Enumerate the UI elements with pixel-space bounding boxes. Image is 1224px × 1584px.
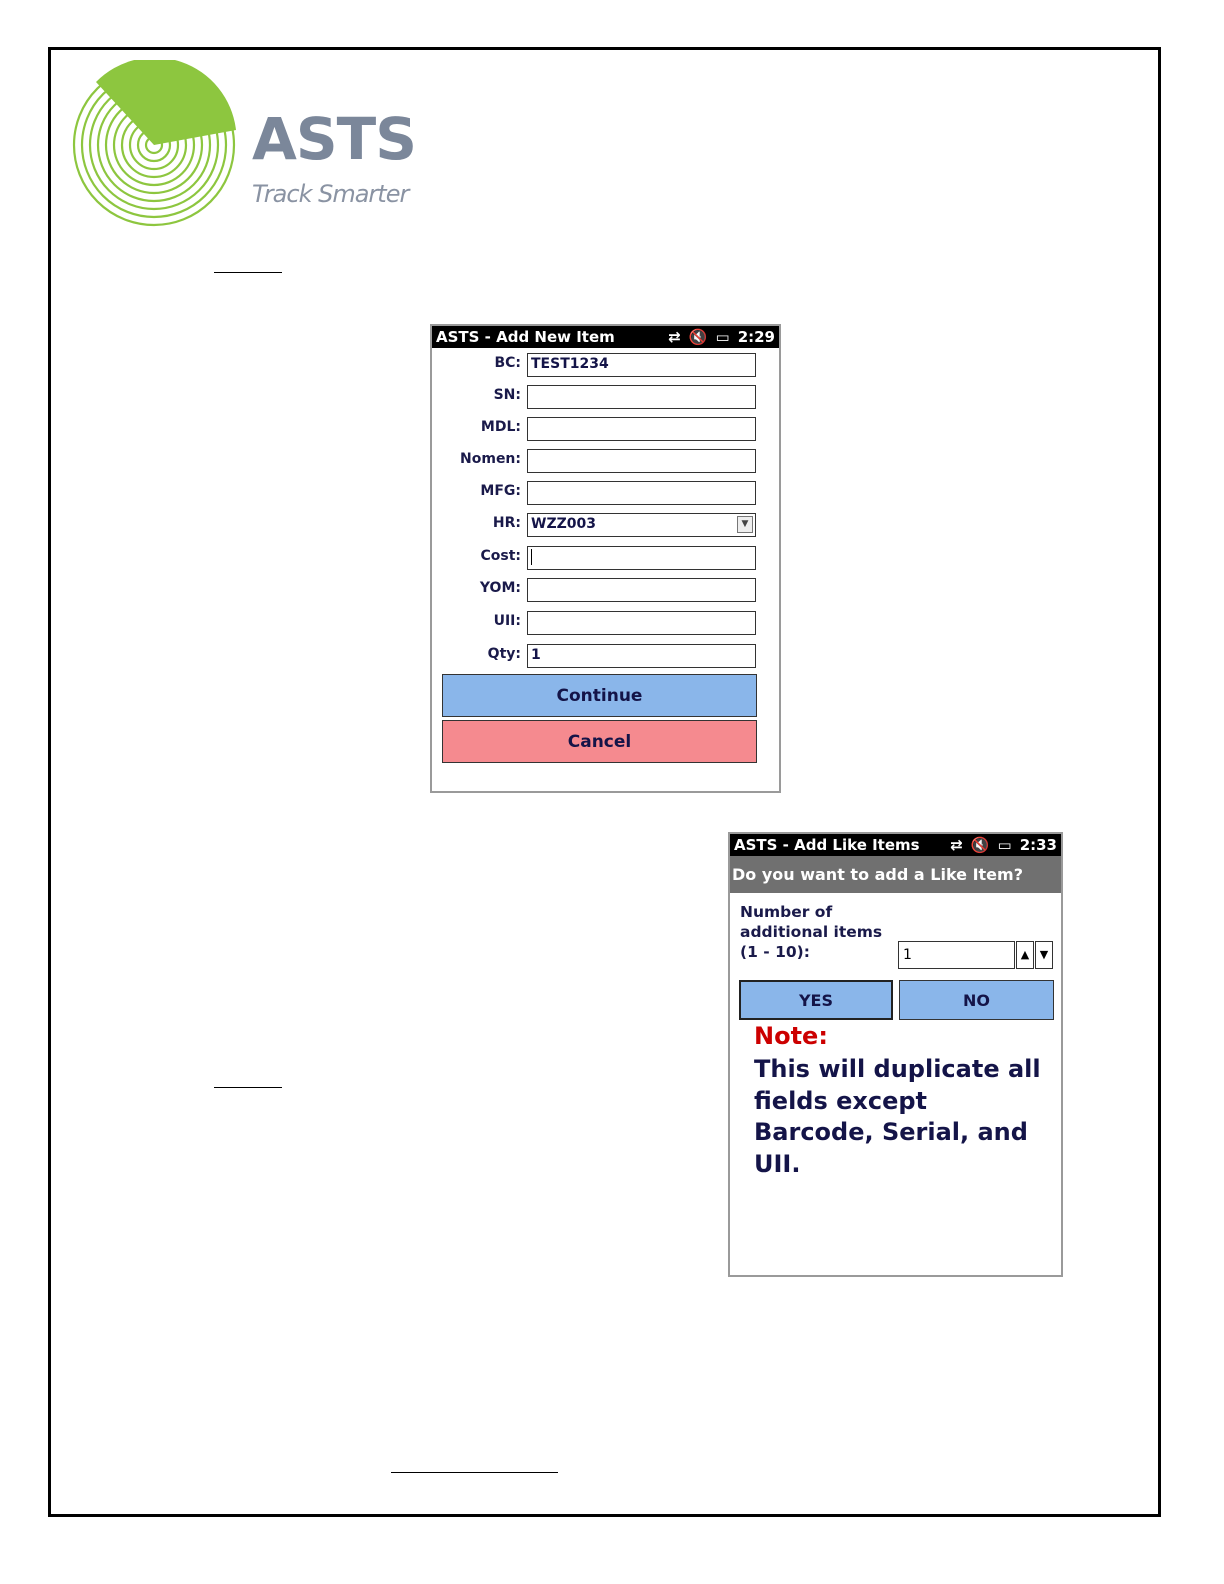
sync-icon: ⇄ [950,836,963,854]
field-row-hr [432,513,779,539]
count-label-line: (1 - 10): [740,943,810,961]
field-label: UII: [493,613,521,629]
field-label: Qty: [487,646,521,662]
field-label: YOM: [479,580,521,596]
field-label: BC: [494,355,521,371]
bc-input[interactable]: TEST1234 [527,353,756,377]
logo-title: ASTS [252,105,416,173]
speaker-muted-icon: 🔇 [688,328,708,346]
field-row-uii [432,611,779,637]
stepper-up-icon[interactable]: ▲ [1016,941,1034,969]
yom-input[interactable] [527,578,756,602]
title-bar [432,326,779,348]
clock-time: 2:29 [737,328,775,346]
add-like-items-screen [728,832,1063,1277]
qty-input[interactable]: 1 [527,644,756,668]
text-cursor [531,549,532,565]
count-label [740,902,882,962]
field-row-mdl [432,417,779,443]
asts-logo [72,60,416,230]
mfg-input[interactable] [527,481,756,505]
cost-input[interactable] [527,546,756,570]
field-row-qty [432,644,779,670]
field-row-cost [432,546,779,572]
field-label: MFG: [480,483,521,499]
nomen-input[interactable] [527,449,756,473]
uii-input[interactable] [527,611,756,635]
cancel-button[interactable]: Cancel [442,720,757,763]
field-label: SN: [493,387,521,403]
clock-time: 2:33 [1019,836,1057,854]
hr-select-value: WZZ003 [531,516,596,532]
title-bar [730,834,1061,856]
field-row-yom [432,578,779,604]
speaker-muted-icon: 🔇 [970,836,990,854]
field-label: Nomen: [460,451,521,467]
field-label: HR: [492,515,521,531]
note-body: This will duplicate all fields except Barcode, Serial, and UII. [754,1055,1041,1178]
mdl-input[interactable] [527,417,756,441]
count-label-line: Number of [740,903,833,921]
field-row-nomen [432,449,779,475]
yes-button[interactable]: YES [739,980,893,1020]
field-label: MDL: [480,419,521,435]
field-row-bc [432,353,779,379]
field-row-mfg [432,481,779,507]
continue-button[interactable]: Continue [442,674,757,717]
field-label: Cost: [480,548,521,564]
link-underline[interactable] [391,1472,558,1473]
window-title: ASTS - Add New Item [436,328,615,346]
note-heading: Note: [754,1022,828,1050]
battery-icon: ▭ [997,836,1012,854]
underline-rule [214,272,282,273]
sn-input[interactable] [527,385,756,409]
battery-icon: ▭ [715,328,730,346]
no-button[interactable]: NO [899,980,1054,1020]
chevron-down-icon[interactable]: ▼ [737,516,753,533]
add-new-item-screen [430,324,781,793]
sync-icon: ⇄ [668,328,681,346]
count-stepper-input[interactable]: 1 [898,941,1015,969]
window-title: ASTS - Add Like Items [734,836,920,854]
underline-rule [214,1087,282,1088]
logo-tagline: Track Smarter [252,180,409,208]
count-label-line: additional items [740,923,883,941]
prompt-bar: Do you want to add a Like Item? [730,856,1061,893]
hr-select[interactable] [527,513,756,537]
radar-logo-icon [72,60,242,230]
stepper-down-icon[interactable]: ▼ [1035,941,1053,969]
field-row-sn [432,385,779,411]
